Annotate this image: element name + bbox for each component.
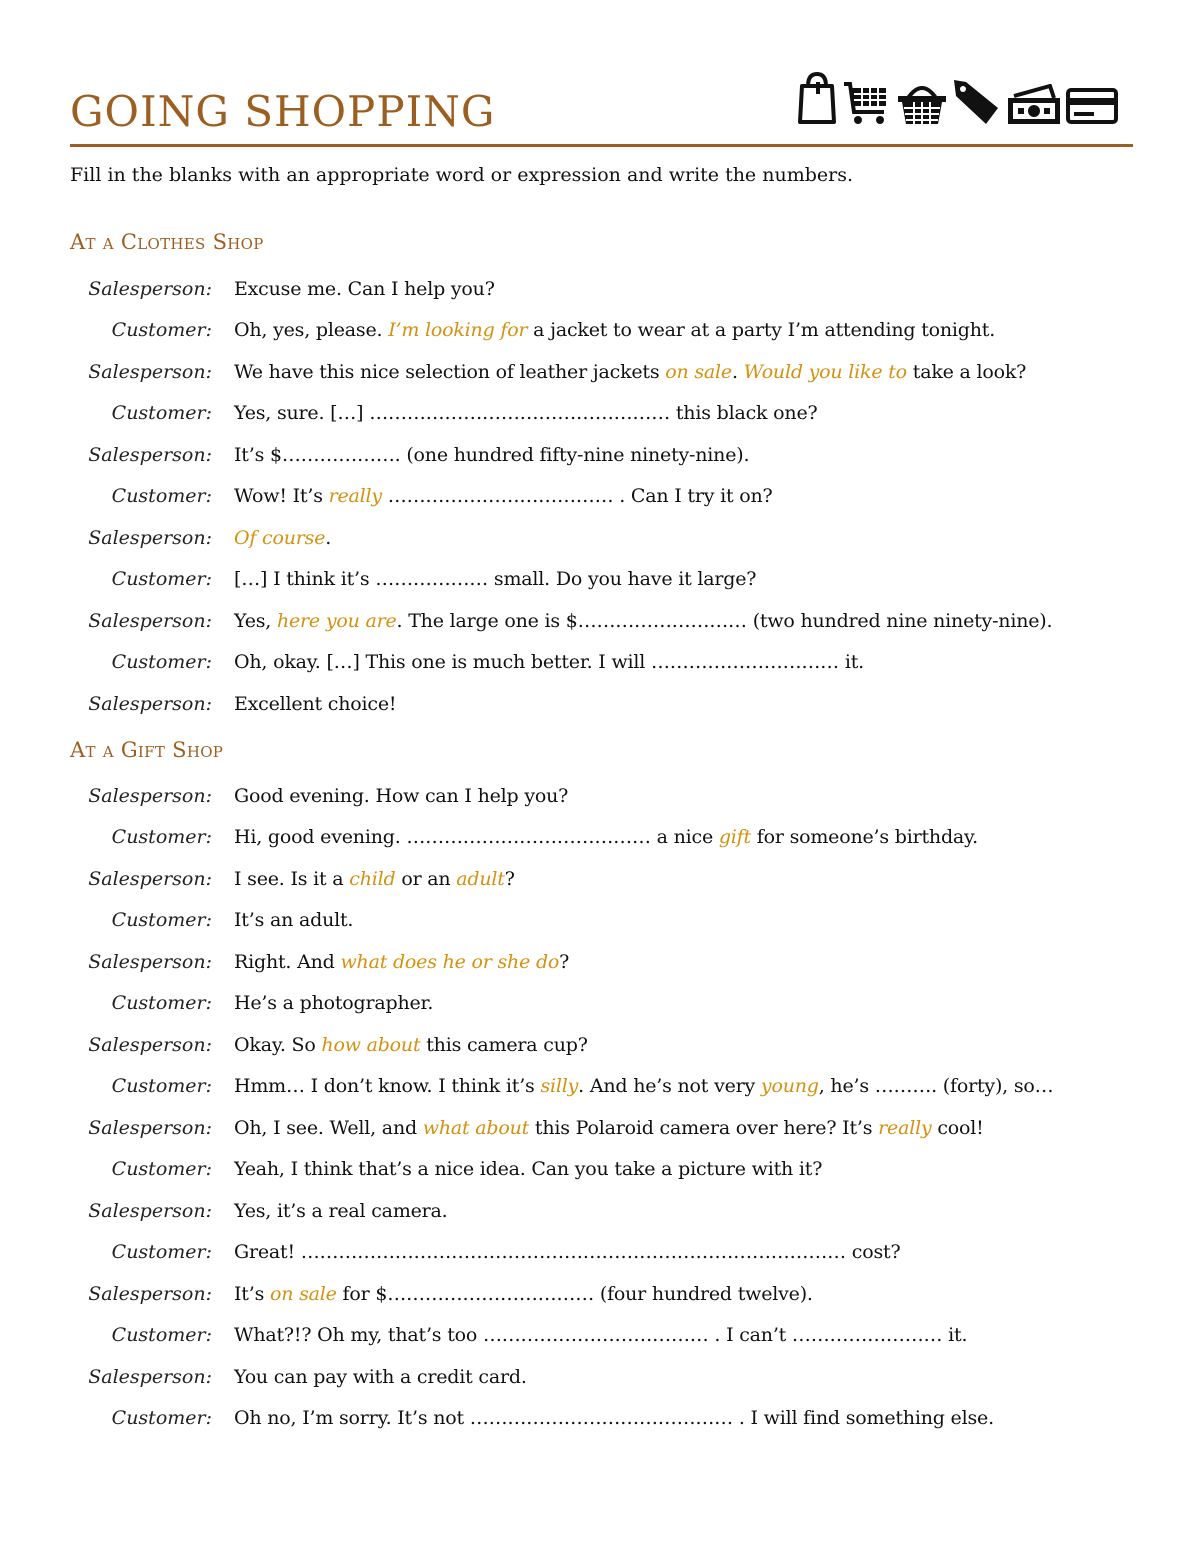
dialog-text xyxy=(234,527,331,549)
speaker-label: Salesperson: xyxy=(88,1199,212,1222)
text-segment: Okay. So xyxy=(234,1033,322,1056)
speaker-label: Customer: xyxy=(111,402,212,425)
speaker-label: Customer: xyxy=(111,568,212,591)
dialog-text xyxy=(234,826,978,848)
highlighted-expression: child xyxy=(349,867,396,890)
dialog-text xyxy=(234,992,433,1014)
dialog-text xyxy=(234,1283,813,1305)
text-segment: ? xyxy=(559,950,570,973)
section-title-gift-shop: At a Gift Shop xyxy=(70,738,224,762)
text-segment: Oh no, I’m sorry. It’s not …………………………………… . I will find something else. xyxy=(234,1407,994,1430)
dialog-line xyxy=(0,476,1200,518)
text-segment: He’s a photographer. xyxy=(234,992,434,1015)
dialog-line xyxy=(0,1315,1200,1357)
dialog-text xyxy=(234,319,995,341)
dialog-line xyxy=(0,1356,1200,1398)
shopping-icons xyxy=(796,70,1118,130)
dialog-line xyxy=(0,1066,1200,1108)
dialog-line xyxy=(0,1190,1200,1232)
dialog-text xyxy=(234,485,773,507)
text-segment: It’s xyxy=(234,1282,270,1305)
dialog-line xyxy=(0,268,1200,310)
highlighted-expression: what about xyxy=(422,1116,530,1139)
dialog-line xyxy=(0,600,1200,642)
text-segment: , he’s ………. (forty), so… xyxy=(818,1075,1054,1098)
text-segment: this camera cup? xyxy=(420,1033,588,1056)
highlighted-expression: gift xyxy=(718,826,751,849)
dialog-line xyxy=(0,1149,1200,1191)
text-segment: for $…………………………… (four hundred twelve). xyxy=(336,1282,813,1305)
dialog-gift-shop xyxy=(0,775,1200,1439)
speaker-label: Salesperson: xyxy=(88,1282,212,1305)
dialog-text xyxy=(234,402,817,424)
text-segment: . And he’s not very xyxy=(578,1075,761,1098)
dialog-line xyxy=(0,683,1200,725)
credit-card-icon xyxy=(1066,86,1118,130)
speaker-label: Salesperson: xyxy=(88,1365,212,1388)
text-segment: take a look? xyxy=(906,360,1027,383)
dialog-text xyxy=(234,1200,448,1222)
dialog-text xyxy=(234,868,515,890)
highlighted-expression: Of course xyxy=(234,526,326,549)
dialog-text xyxy=(234,1034,588,1056)
highlighted-expression: young xyxy=(760,1075,819,1098)
dialog-text xyxy=(234,1324,967,1346)
dialog-line xyxy=(0,393,1200,435)
dialog-line xyxy=(0,900,1200,942)
text-segment: Great! …………………………………………………………………………… cost? xyxy=(234,1241,901,1264)
text-segment: . The large one is $……………………… (two hundred nine ninety-nine). xyxy=(396,609,1053,632)
dialog-text xyxy=(234,651,864,673)
text-segment: Yeah, I think that’s a nice idea. Can you take a picture with it? xyxy=(234,1158,823,1181)
dialog-line xyxy=(0,310,1200,352)
text-segment: Yes, xyxy=(234,609,277,632)
highlighted-expression: here you are xyxy=(276,609,397,632)
dialog-text xyxy=(234,568,756,590)
cash-icon xyxy=(1006,84,1062,130)
dialog-line xyxy=(0,434,1200,476)
dialog-text xyxy=(234,444,749,466)
section-title-clothes-shop: At a Clothes Shop xyxy=(70,230,264,254)
dialog-text xyxy=(234,693,396,715)
dialog-text xyxy=(234,785,568,807)
speaker-label: Salesperson: xyxy=(88,526,212,549)
speaker-label: Customer: xyxy=(111,651,212,674)
dialog-text xyxy=(234,361,1026,383)
dialog-line xyxy=(0,559,1200,601)
dialog-text xyxy=(234,610,1052,632)
dialog-text xyxy=(234,1075,1053,1097)
speaker-label: Customer: xyxy=(111,1075,212,1098)
dialog-line xyxy=(0,1232,1200,1274)
text-segment: Excellent choice! xyxy=(234,692,397,715)
dialog-line xyxy=(0,775,1200,817)
text-segment: Oh, okay. […] This one is much better. I will ………………………… it. xyxy=(234,651,864,674)
speaker-label: Salesperson: xyxy=(88,277,212,300)
dialog-line xyxy=(0,983,1200,1025)
speaker-label: Salesperson: xyxy=(88,950,212,973)
speaker-label: Customer: xyxy=(111,319,212,342)
speaker-label: Salesperson: xyxy=(88,1116,212,1139)
instructions: Fill in the blanks with an appropriate word or expression and write the numbers. xyxy=(70,164,853,186)
speaker-label: Customer: xyxy=(111,1324,212,1347)
speaker-label: Customer: xyxy=(111,826,212,849)
dialog-line xyxy=(0,1107,1200,1149)
price-tag-icon xyxy=(952,78,1002,130)
speaker-label: Salesperson: xyxy=(88,867,212,890)
dialog-line xyxy=(0,1273,1200,1315)
dialog-text xyxy=(234,278,495,300)
speaker-label: Customer: xyxy=(111,992,212,1015)
shopping-bag-icon xyxy=(796,70,838,130)
dialog-clothes-shop xyxy=(0,268,1200,725)
highlighted-expression: I’m looking for xyxy=(388,319,528,342)
speaker-label: Salesperson: xyxy=(88,443,212,466)
text-segment: Right. And xyxy=(234,950,341,973)
text-segment: Hmm… I don’t know. I think it’s xyxy=(234,1075,541,1098)
dialog-line xyxy=(0,642,1200,684)
speaker-label: Salesperson: xyxy=(88,360,212,383)
text-segment: ? xyxy=(504,867,515,890)
text-segment: Oh, yes, please. xyxy=(234,319,389,342)
text-segment: cool! xyxy=(931,1116,984,1139)
dialog-text xyxy=(234,909,353,931)
highlighted-expression: adult xyxy=(456,867,505,890)
highlighted-expression: how about xyxy=(321,1033,421,1056)
highlighted-expression: on sale xyxy=(665,360,732,383)
text-segment: for someone’s birthday. xyxy=(750,826,978,849)
speaker-label: Salesperson: xyxy=(88,1033,212,1056)
speaker-label: Customer: xyxy=(111,1158,212,1181)
dialog-text xyxy=(234,1158,822,1180)
text-segment: . xyxy=(325,526,332,549)
text-segment: Hi, good evening. ………………………………… a nice xyxy=(234,826,719,849)
speaker-label: Customer: xyxy=(111,909,212,932)
highlighted-expression: silly xyxy=(540,1075,579,1098)
dialog-line xyxy=(0,1398,1200,1440)
dialog-text xyxy=(234,951,569,973)
text-segment: this Polaroid camera over here? It’s xyxy=(529,1116,879,1139)
text-segment: It’s an adult. xyxy=(234,909,354,932)
page-title: GOING SHOPPING xyxy=(70,87,496,136)
text-segment: I see. Is it a xyxy=(234,867,350,890)
basket-icon xyxy=(896,80,948,130)
dialog-line xyxy=(0,858,1200,900)
highlighted-expression: really xyxy=(878,1116,932,1139)
speaker-label: Salesperson: xyxy=(88,609,212,632)
speaker-label: Customer: xyxy=(111,1241,212,1264)
speaker-label: Salesperson: xyxy=(88,784,212,807)
speaker-label: Customer: xyxy=(111,1407,212,1430)
speaker-label: Salesperson: xyxy=(88,692,212,715)
text-segment: We have this nice selection of leather jackets xyxy=(234,360,666,383)
text-segment: […] I think it’s ……………… small. Do you have it large? xyxy=(234,568,757,591)
text-segment: or an xyxy=(395,867,457,890)
dialog-line xyxy=(0,1024,1200,1066)
highlighted-expression: on sale xyxy=(269,1282,337,1305)
dialog-text xyxy=(234,1117,984,1139)
highlighted-expression: Would you like to xyxy=(743,360,907,383)
dialog-line xyxy=(0,517,1200,559)
text-segment: Oh, I see. Well, and xyxy=(234,1116,423,1139)
text-segment: Yes, it’s a real camera. xyxy=(234,1199,448,1222)
speaker-label: Customer: xyxy=(111,485,212,508)
highlighted-expression: what does he or she do xyxy=(340,950,560,973)
shopping-cart-icon xyxy=(842,76,892,130)
text-segment: ……………………………… . Can I try it on? xyxy=(381,485,773,508)
text-segment: Yes, sure. […] ………………………………………… this black one? xyxy=(234,402,818,425)
dialog-line xyxy=(0,351,1200,393)
text-segment: It’s $………………. (one hundred fifty-nine ninety-nine). xyxy=(234,443,750,466)
dialog-text xyxy=(234,1241,900,1263)
highlighted-expression: really xyxy=(328,485,382,508)
dialog-text xyxy=(234,1407,994,1429)
text-segment: What?!? Oh my, that’s too ……………………………… . I can’t …………………… it. xyxy=(234,1324,968,1347)
dialog-text xyxy=(234,1366,527,1388)
text-segment: Wow! It’s xyxy=(234,485,329,508)
dialog-line xyxy=(0,817,1200,859)
text-segment: . xyxy=(731,360,744,383)
text-segment: You can pay with a credit card. xyxy=(234,1365,527,1388)
title-divider xyxy=(70,144,1133,147)
text-segment: Excuse me. Can I help you? xyxy=(234,277,495,300)
dialog-line xyxy=(0,941,1200,983)
text-segment: Good evening. How can I help you? xyxy=(234,784,569,807)
text-segment: a jacket to wear at a party I’m attending tonight. xyxy=(527,319,996,342)
